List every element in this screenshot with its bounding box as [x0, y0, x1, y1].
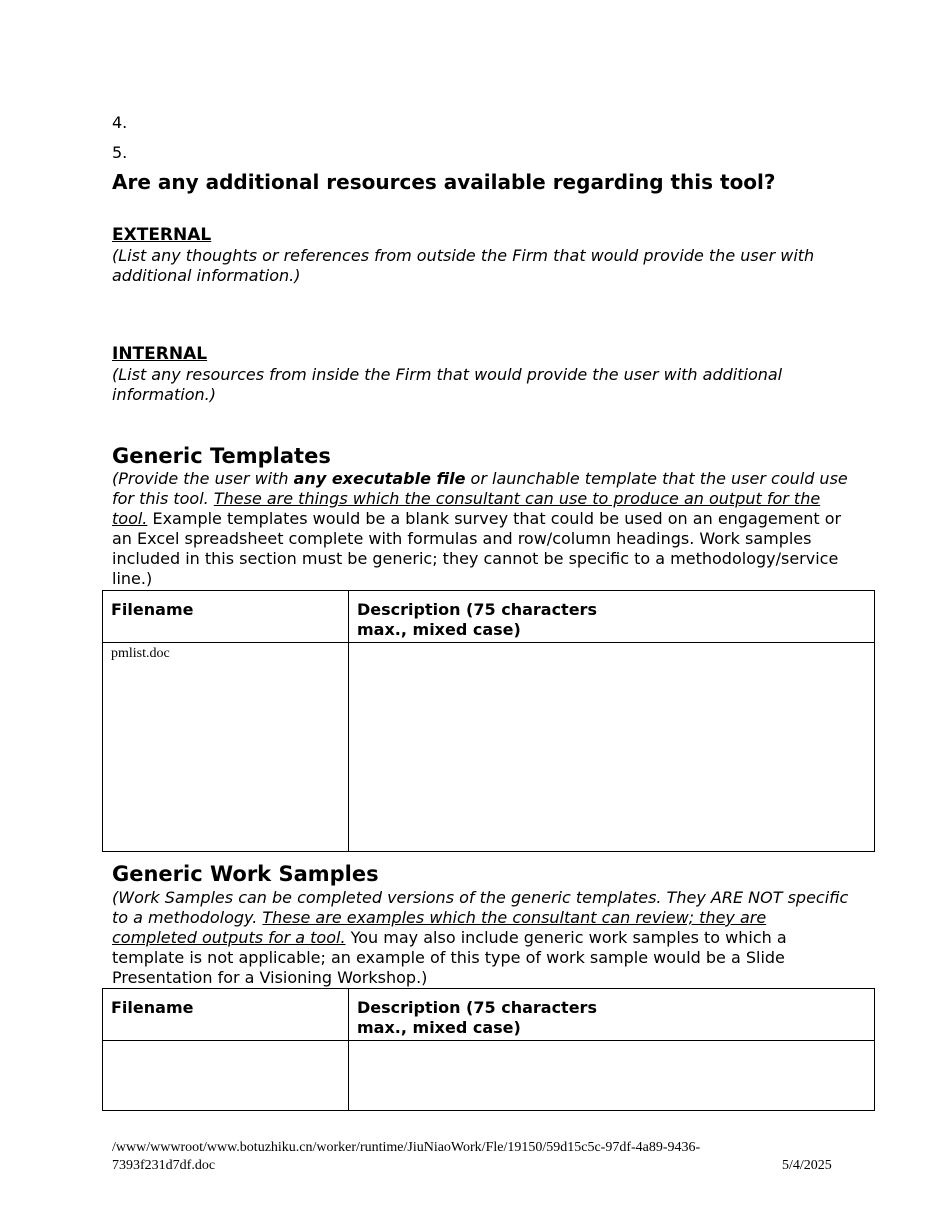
samples-underlined-text: These are examples which the consultant can review; they are completed outputs for a tool. [112, 908, 767, 947]
templates-intro-text-2: or launchable template that the user could use for this tool. [112, 469, 848, 508]
footer-path-line2: 7393f231d7df.doc [112, 1158, 216, 1173]
samples-row-filename [103, 1041, 349, 1111]
internal-label: INTERNAL [112, 344, 208, 364]
templates-underlined-text: These are things which the consultant can use to produce an output for the tool. [112, 489, 821, 528]
templates-col-description-header [349, 591, 875, 643]
templates-desc-header-line1: Description (75 characters [357, 600, 597, 619]
templates-table-header-row [103, 591, 875, 643]
samples-desc-header-line2: max., mixed case) [357, 1018, 521, 1037]
samples-intro-text: (Work Samples can be completed versions of the generic templates. They ARE NOT specific to a methodology. [112, 888, 849, 927]
table-row [103, 643, 875, 852]
templates-row-description [349, 643, 875, 852]
section-question-heading: Are any additional resources available regarding this tool? [112, 170, 776, 194]
generic-work-samples-heading: Generic Work Samples [112, 862, 379, 886]
list-item-4: 4. [112, 113, 128, 132]
samples-row-description [349, 1041, 875, 1111]
templates-desc-header-line2: max., mixed case) [357, 620, 521, 639]
samples-table-header-row [103, 989, 875, 1041]
footer-date: 5/4/2025 [782, 1158, 832, 1173]
samples-desc-header-line1: Description (75 characters [357, 998, 597, 1017]
templates-row-filename: pmlist.doc [103, 643, 349, 852]
templates-intro-text: (Provide the user with [112, 469, 294, 488]
internal-note: (List any resources from inside the Firm that would provide the user with additional information.) [112, 365, 783, 404]
generic-templates-heading: Generic Templates [112, 444, 331, 468]
footer-file-path [112, 1139, 700, 1175]
samples-rest-text: You may also include generic work samples to which a template is not applicable; an example of this type of work sample would be a Slide Presentation for a Visioning Workshop.) [112, 928, 787, 987]
templates-col-filename-header: Filename [103, 591, 349, 643]
footer-path-line1: /www/wwwroot/www.botuzhiku.cn/worker/runtime/JiuNiaoWork/Fle/19150/59d15c5c-97df-4a89-9436- [112, 1140, 701, 1155]
samples-col-filename-header: Filename [103, 989, 349, 1041]
templates-emphasis-text: any executable file [293, 469, 466, 488]
templates-example-text: Example templates would be a blank survey that could be used on an engagement or an Excel spreadsheet complete with formulas and row/column headings. Work samples included in this section must be generic; they cannot be specific to a methodology/service line.) [112, 509, 842, 588]
table-row [103, 1041, 875, 1111]
external-label: EXTERNAL [112, 225, 212, 245]
templates-table [102, 590, 875, 852]
generic-work-samples-description [112, 888, 852, 988]
external-note: (List any thoughts or references from outside the Firm that would provide the user with additional information.) [112, 246, 815, 285]
samples-col-description-header [349, 989, 875, 1041]
generic-templates-description [112, 469, 852, 589]
list-item-5: 5. [112, 143, 128, 162]
samples-table [102, 988, 875, 1111]
